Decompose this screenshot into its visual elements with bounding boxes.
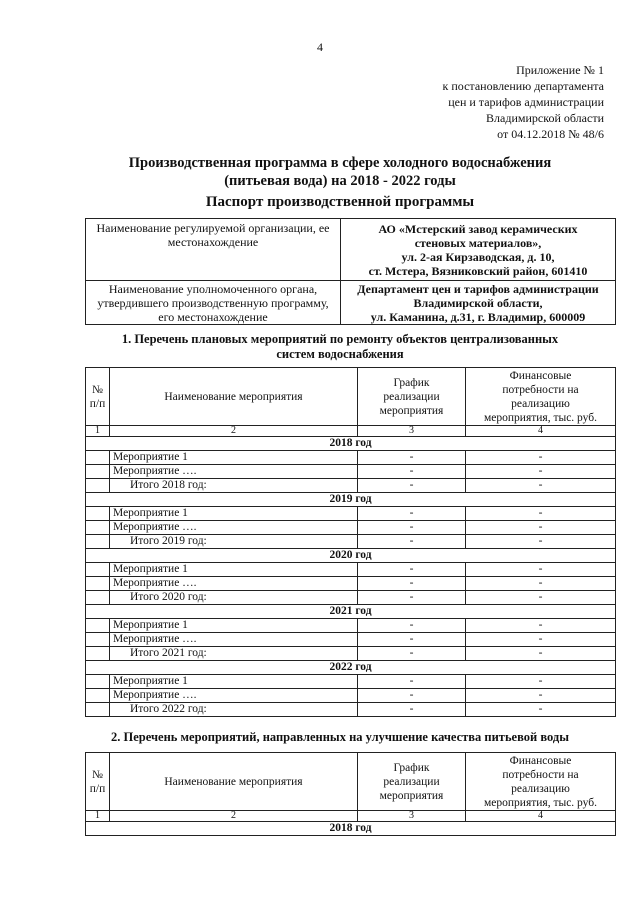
- header-schedule: График реализации мероприятия: [358, 753, 466, 811]
- table-row: Мероприятие …. - -: [86, 689, 616, 703]
- header-num: № п/п: [86, 753, 110, 811]
- table-header-row: [86, 753, 616, 811]
- page-number: 4: [317, 40, 323, 54]
- appendix-line: цен и тарифов администрации: [448, 95, 604, 109]
- year-row: 2019 год: [86, 493, 616, 507]
- title-line: Производственная программа в сфере холодного водоснабжения: [128, 155, 552, 171]
- total-row: Итого 2020 год: - -: [86, 591, 616, 605]
- water-quality-table: [85, 752, 616, 836]
- total-row: Итого 2022 год: - -: [86, 703, 616, 717]
- table-row: Мероприятие …. - -: [86, 577, 616, 591]
- table-header-row: [86, 368, 616, 426]
- year-row: 2021 год: [86, 605, 616, 619]
- passport-heading: Паспорт производственной программы: [205, 194, 475, 210]
- year-row: 2022 год: [86, 661, 616, 675]
- table-row: Мероприятие 1 - -: [86, 563, 616, 577]
- appendix-line: Приложение № 1: [516, 63, 604, 77]
- table-row: Мероприятие …. - -: [86, 521, 616, 535]
- table-row: Мероприятие …. - -: [86, 465, 616, 479]
- table-row: Мероприятие 1 - -: [86, 675, 616, 689]
- table-row: Мероприятие …. - -: [86, 633, 616, 647]
- table-row: Мероприятие 1 - -: [86, 619, 616, 633]
- repair-measures-table: [85, 367, 616, 717]
- table-row: Мероприятие 1 - -: [86, 507, 616, 521]
- section1-title: 1. Перечень плановых мероприятий по ремонту объектов централизованных систем водоснабжения: [121, 332, 559, 361]
- total-row: Итого 2021 год: - -: [86, 647, 616, 661]
- header-num: № п/п: [86, 368, 110, 426]
- passport-label-cell: Наименование регулируемой организации, ее местонахождение: [86, 219, 341, 281]
- header-name: Наименование мероприятия: [110, 368, 358, 426]
- year-row: 2018 год: [86, 437, 616, 451]
- section2-title: 2. Перечень мероприятий, направленных на улучшение качества питьевой воды: [111, 730, 569, 744]
- header-finance: Финансовые потребности на реализацию мероприятия, тыс. руб.: [466, 753, 616, 811]
- passport-value-cell: АО «Мстерский завод керамических стеновых материалов», ул. 2-ая Кирзаводская, д. 10, ст. Мстера, Вязниковский район, 601410: [341, 219, 616, 281]
- passport-value-cell: Департамент цен и тарифов администрации Владимирской области, ул. Каманина, д.31, г. Владимир, 600009: [341, 281, 616, 325]
- table-row: [86, 219, 616, 281]
- table-row: [86, 281, 616, 325]
- passport-table: [85, 218, 616, 325]
- passport-label-cell: Наименование уполномоченного органа, утвердившего производственную программу, его местонахождение: [86, 281, 341, 325]
- year-row: 2020 год: [86, 549, 616, 563]
- header-schedule: График реализации мероприятия: [358, 368, 466, 426]
- appendix-block: [443, 62, 604, 142]
- appendix-line: от 04.12.2018 № 48/6: [497, 127, 604, 141]
- total-row: Итого 2018 год: - -: [86, 479, 616, 493]
- title-line: (питьевая вода) на 2018 - 2022 годы: [224, 173, 456, 189]
- appendix-line: к постановлению департамента: [442, 79, 604, 93]
- year-row: 2018 год: [86, 822, 616, 836]
- appendix-line: Владимирской области: [486, 111, 604, 125]
- document-title: [60, 154, 620, 190]
- header-name: Наименование мероприятия: [110, 753, 358, 811]
- column-number-row: 1 2 3 4: [86, 426, 616, 437]
- column-number-row: 1 2 3 4: [86, 811, 616, 822]
- table-row: Мероприятие 1 - -: [86, 451, 616, 465]
- total-row: Итого 2019 год: - -: [86, 535, 616, 549]
- header-finance: Финансовые потребности на реализацию мероприятия, тыс. руб.: [466, 368, 616, 426]
